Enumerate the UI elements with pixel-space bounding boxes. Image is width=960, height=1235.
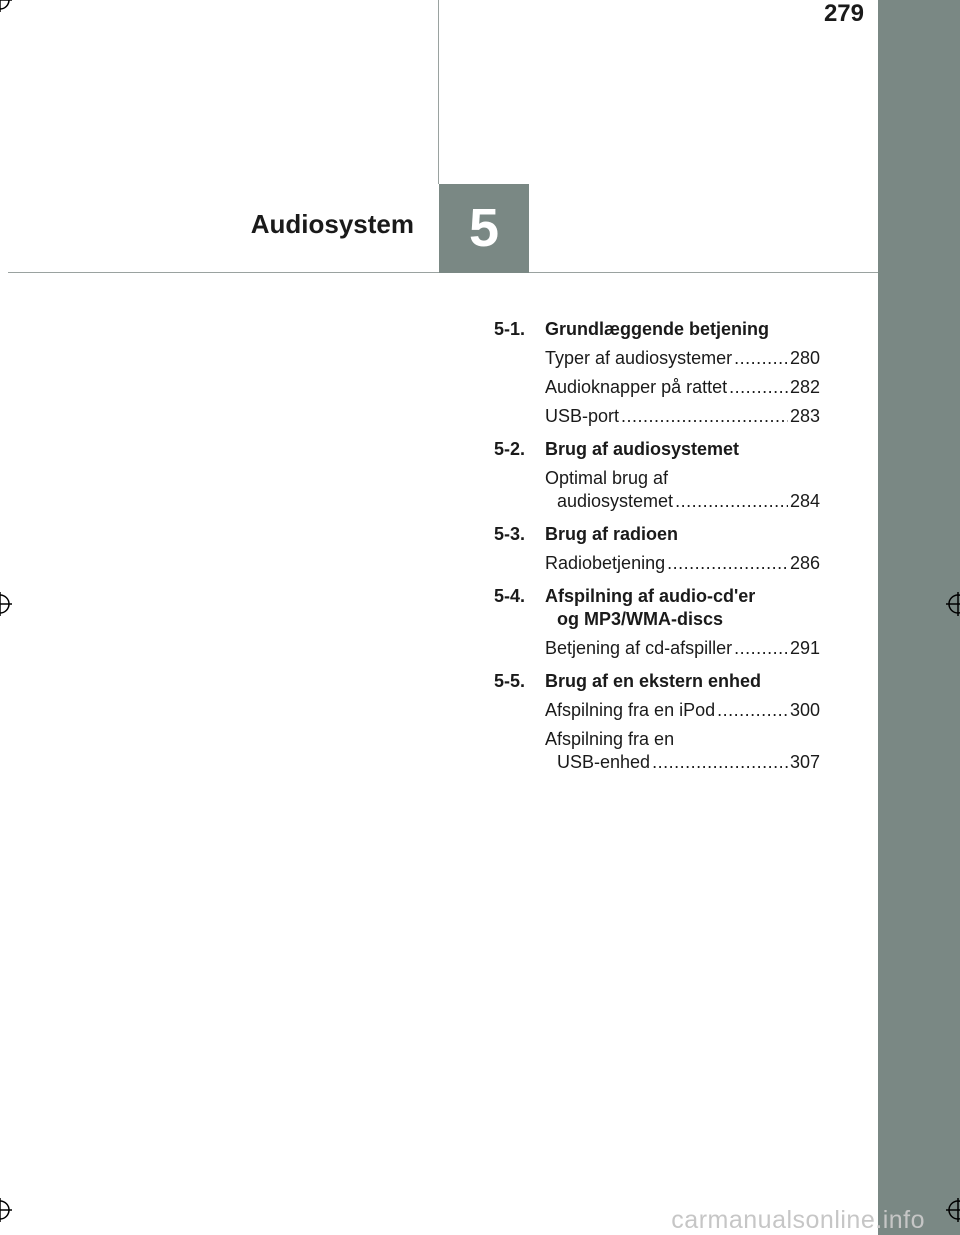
section-heading[interactable]	[494, 438, 824, 461]
toc-entry[interactable]	[545, 728, 820, 774]
toc-section	[494, 318, 824, 428]
toc-entry[interactable]	[545, 347, 820, 370]
section-title-line: Brug af en ekstern enhed	[545, 671, 762, 691]
toc-section	[494, 670, 824, 774]
section-title	[545, 438, 820, 461]
vertical-divider	[438, 0, 439, 184]
toc-entry-text: Betjening af cd-afspiller	[545, 638, 733, 658]
toc-entry-line	[545, 347, 820, 370]
toc-entry-page: 300	[789, 700, 820, 720]
toc-section	[494, 438, 824, 513]
section-number: 5-5.	[494, 671, 526, 691]
registration-mark-icon	[946, 592, 960, 616]
registration-mark-icon	[0, 592, 12, 616]
toc-entry-text: Audioknapper på rattet	[545, 377, 728, 397]
registration-mark-icon	[0, 0, 12, 12]
registration-mark-icon	[0, 1198, 12, 1222]
toc-entry-page: 286	[789, 553, 820, 573]
section-title-line: Brug af audiosystemet	[545, 439, 740, 459]
watermark: carmanualsonline.info	[671, 1206, 925, 1234]
toc-entry-text: audiosystemet	[557, 491, 674, 511]
toc-entry-text: USB-port	[545, 406, 620, 426]
dot-leader	[675, 490, 788, 513]
toc-entry[interactable]	[545, 467, 820, 513]
dot-leader	[652, 751, 788, 774]
toc-section	[494, 585, 824, 660]
toc-entry-page: 282	[789, 377, 820, 397]
toc-entry-page: 280	[789, 348, 820, 368]
toc-entry-text: Radiobetjening	[545, 553, 666, 573]
toc-entry-line	[545, 405, 820, 428]
toc-entry-line	[545, 728, 820, 751]
section-title	[545, 318, 820, 341]
toc-entry-page: 307	[789, 752, 820, 772]
section-heading[interactable]	[494, 670, 824, 693]
section-title	[545, 585, 820, 631]
table-of-contents	[494, 318, 824, 784]
page-number: 279	[823, 0, 864, 27]
toc-entry[interactable]	[545, 637, 820, 660]
section-title-line: Grundlæggende betjening	[545, 319, 769, 339]
toc-entry[interactable]	[545, 376, 820, 399]
dot-leader	[667, 552, 788, 575]
section-number: 5-4.	[494, 586, 526, 606]
section-number: 5-3.	[494, 524, 526, 544]
chapter-title: Audiosystem	[250, 209, 414, 239]
toc-entry-text: USB-enhed	[557, 752, 651, 772]
section-title	[545, 523, 820, 546]
toc-entry-text: Optimal brug af	[545, 468, 669, 488]
section-title-line: og MP3/WMA-discs	[557, 609, 724, 629]
chapter-side-bar	[878, 0, 960, 1235]
toc-entry-line	[545, 376, 820, 399]
toc-entry[interactable]	[545, 699, 820, 722]
section-number: 5-1.	[494, 319, 526, 339]
section-title-line: Afspilning af audio-cd'er	[545, 586, 756, 606]
toc-entry-line	[545, 552, 820, 575]
toc-entry-text: Afspilning fra en iPod	[545, 700, 716, 720]
toc-entry[interactable]	[545, 405, 820, 428]
toc-section	[494, 523, 824, 575]
dot-leader	[734, 637, 788, 660]
toc-entry-page: 291	[789, 638, 820, 658]
section-heading[interactable]	[494, 585, 824, 631]
toc-entry-page: 284	[789, 491, 820, 511]
toc-entry-line	[545, 490, 820, 513]
dot-leader	[621, 405, 788, 428]
section-number: 5-2.	[494, 439, 526, 459]
toc-entry-line	[545, 467, 820, 490]
toc-entry-text: Afspilning fra en	[545, 729, 675, 749]
toc-entry-text: Typer af audiosystemer	[545, 348, 733, 368]
chapter-number-tab: 5	[439, 184, 529, 273]
section-title	[545, 670, 820, 693]
toc-entry-line	[545, 637, 820, 660]
section-heading[interactable]	[494, 318, 824, 341]
section-title-line: Brug af radioen	[545, 524, 679, 544]
toc-entry-line	[545, 751, 820, 774]
section-heading[interactable]	[494, 523, 824, 546]
dot-leader	[734, 347, 788, 370]
dot-leader	[729, 376, 788, 399]
toc-entry-line	[545, 699, 820, 722]
dot-leader	[717, 699, 788, 722]
toc-entry-page: 283	[789, 406, 820, 426]
registration-mark-icon	[946, 1198, 960, 1222]
toc-entry[interactable]	[545, 552, 820, 575]
